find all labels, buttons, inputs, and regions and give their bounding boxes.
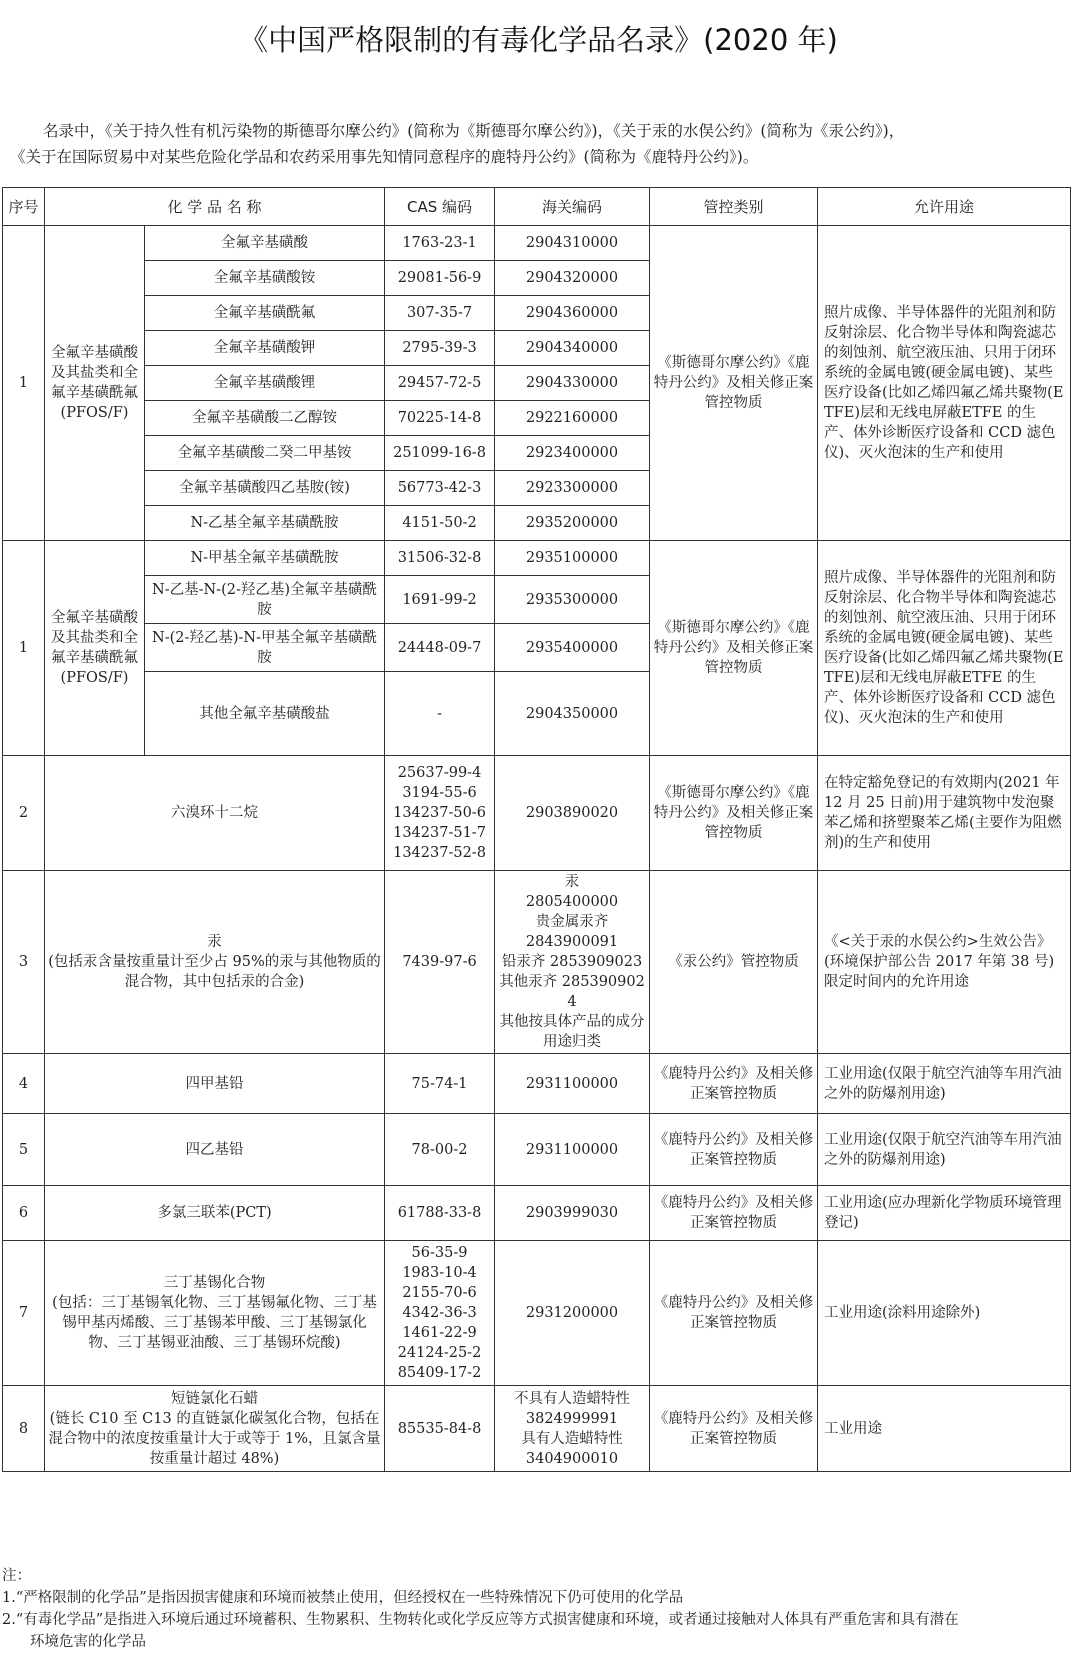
customs-code: 2904340000 (495, 331, 650, 366)
row-seq: 8 (3, 1386, 45, 1472)
control-category: 《鹿特丹公约》及相关修正案管控物质 (650, 1114, 818, 1186)
row-seq: 3 (3, 871, 45, 1054)
cas-number: 251099-16-8 (385, 436, 495, 471)
chemical-name: 四乙基铅 (45, 1114, 385, 1186)
control-category: 《鹿特丹公约》及相关修正案管控物质 (650, 1186, 818, 1241)
cas-number: 31506-32-8 (385, 541, 495, 576)
chemical-name: 短链氯化石蜡 (链长 C10 至 C13 的直链氯化碳氢化合物，包括在混合物中的浓度按重量计大于或等于 1%，且氯含量按重量计超过 48%) (45, 1386, 385, 1472)
customs-code: 2903890020 (495, 756, 650, 871)
allowed-use: 《<关于汞的水俣公约>生效公告》(环境保护部公告 2017 年第 38 号)限定时间内的允许用途 (818, 871, 1071, 1054)
chemical-name: N-甲基全氟辛基磺酰胺 (145, 541, 385, 576)
customs-code: 2903999030 (495, 1186, 650, 1241)
table-row (3, 1386, 1071, 1472)
control-category: 《鹿特丹公约》及相关修正案管控物质 (650, 1241, 818, 1386)
table-row (3, 541, 1071, 576)
table-row (3, 1241, 1071, 1386)
table-row (3, 1186, 1071, 1241)
allowed-use: 工业用途(仅限于航空汽油等车用汽油之外的防爆剂用途) (818, 1054, 1071, 1114)
chemical-name: 全氟辛基磺酸四乙基胺(铵) (145, 471, 385, 506)
allowed-use: 工业用途 (818, 1386, 1071, 1472)
row-seq: 5 (3, 1114, 45, 1186)
row-seq: 1 (3, 226, 45, 541)
customs-code: 2923300000 (495, 471, 650, 506)
row-seq: 2 (3, 756, 45, 871)
header-hs: 海关编码 (495, 188, 650, 226)
control-category: 《斯德哥尔摩公约》《鹿特丹公约》及相关修正案管控物质 (650, 541, 818, 756)
notes-label: 注： (2, 1568, 31, 1584)
table-header-row (3, 188, 1071, 226)
note-2-continued: 环境危害的化学品 (30, 1634, 146, 1650)
allowed-use: 工业用途(应办理新化学物质环境管理登记) (818, 1186, 1071, 1241)
allowed-use: 在特定豁免登记的有效期内(2021 年 12 月 25 日前)用于建筑物中发泡聚苯乙烯和挤塑聚苯乙烯(主要作为阻燃剂)的生产和使用 (818, 756, 1071, 871)
chemical-name: 全氟辛基磺酸二癸二甲基铵 (145, 436, 385, 471)
chemical-name: 多氯三联苯(PCT) (45, 1186, 385, 1241)
customs-code: 2904350000 (495, 672, 650, 756)
table-row (3, 871, 1071, 1054)
note-2: 2.“有毒化学品”是指进入环境后通过环境蓄积、生物累积、生物转化或化学反应等方式损害健康和环境，或者通过接触对人体具有严重危害和具有潜在 (2, 1612, 959, 1628)
chemical-name: 六溴环十二烷 (45, 756, 385, 871)
control-category: 《斯德哥尔摩公约》《鹿特丹公约》及相关修正案管控物质 (650, 756, 818, 871)
allowed-use: 工业用途(涂料用途除外) (818, 1241, 1071, 1386)
row-seq: 6 (3, 1186, 45, 1241)
customs-code: 2935400000 (495, 624, 650, 672)
header-control: 管控类别 (650, 188, 818, 226)
cas-number: 56773-42-3 (385, 471, 495, 506)
chemical-name: N-(2-羟乙基)-N-甲基全氟辛基磺酰胺 (145, 624, 385, 672)
cas-number: 1691-99-2 (385, 576, 495, 624)
group-name: 全氟辛基磺酸及其盐类和全氟辛基磺酰氟(PFOS/F) (45, 541, 145, 756)
cas-number: 70225-14-8 (385, 401, 495, 436)
cas-number: 1763-23-1 (385, 226, 495, 261)
chemical-name: 全氟辛基磺酸 (145, 226, 385, 261)
header-cas: CAS 编码 (385, 188, 495, 226)
customs-code: 2904360000 (495, 296, 650, 331)
cas-number: 56-35-9 1983-10-4 2155-70-6 4342-36-3 1461-22-9 24124-25-2 85409-17-2 (385, 1241, 495, 1386)
allowed-use: 照片成像、半导体器件的光阻剂和防反射涂层、化合物半导体和陶瓷滤芯的刻蚀剂、航空液压油、只用于闭环系统的金属电镀(硬金属电镀)、某些医疗设备(比如乙烯四氟乙烯共聚物(ETFE)层和无线电屏蔽ETFE 的生产、体外诊断医疗设备和 CCD 滤色仪)、灭火泡沫的生产和使用 (818, 541, 1071, 756)
customs-code: 2931100000 (495, 1054, 650, 1114)
customs-code: 2904320000 (495, 261, 650, 296)
intro-line-2: 《关于在国际贸易中对某些危险化学品和农药采用事先知情同意程序的鹿特丹公约》(简称为《鹿特丹公约》)。 (10, 148, 759, 166)
page-title: 《中国严格限制的有毒化学品名录》(2020 年) (239, 23, 838, 57)
chemical-name: 四甲基铅 (45, 1054, 385, 1114)
cas-number: - (385, 672, 495, 756)
cas-number: 7439-97-6 (385, 871, 495, 1054)
intro-paragraph (10, 118, 1070, 170)
customs-code: 2935300000 (495, 576, 650, 624)
customs-code: 2922160000 (495, 401, 650, 436)
customs-code: 2935200000 (495, 506, 650, 541)
chemical-name: N-乙基-N-(2-羟乙基)全氟辛基磺酰胺 (145, 576, 385, 624)
row-seq: 7 (3, 1241, 45, 1386)
customs-code: 2931100000 (495, 1114, 650, 1186)
chemical-name: 其他全氟辛基磺酸盐 (145, 672, 385, 756)
cas-number: 4151-50-2 (385, 506, 495, 541)
notes-section (2, 1565, 1072, 1653)
intro-line-1: 名录中，《关于持久性有机污染物的斯德哥尔摩公约》(简称为《斯德哥尔摩公约》)，《关于汞的水俣公约》(简称为《汞公约》)， (43, 122, 905, 140)
chemical-name: 三丁基锡化合物 (包括：三丁基锡氧化物、三丁基锡氟化物、三丁基锡甲基丙烯酸、三丁基锡苯甲酸、三丁基锡氯化物、三丁基锡亚油酸、三丁基锡环烷酸) (45, 1241, 385, 1386)
control-category: 《鹿特丹公约》及相关修正案管控物质 (650, 1386, 818, 1472)
allowed-use: 照片成像、半导体器件的光阻剂和防反射涂层、化合物半导体和陶瓷滤芯的刻蚀剂、航空液压油、只用于闭环系统的金属电镀(硬金属电镀)、某些医疗设备(比如乙烯四氟乙烯共聚物(ETFE)层和无线电屏蔽ETFE 的生产、体外诊断医疗设备和 CCD 滤色仪)、灭火泡沫的生产和使用 (818, 226, 1071, 541)
cas-number: 29081-56-9 (385, 261, 495, 296)
customs-code: 2923400000 (495, 436, 650, 471)
customs-code: 2935100000 (495, 541, 650, 576)
table-row (3, 226, 1071, 261)
customs-code: 2904310000 (495, 226, 650, 261)
cas-number: 75-74-1 (385, 1054, 495, 1114)
customs-code: 汞 2805400000 贵金属汞齐 2843900091 铅汞齐 2853909023 其他汞齐 2853909024 其他按具体产品的成分用途归类 (495, 871, 650, 1054)
chemical-name: 全氟辛基磺酸铵 (145, 261, 385, 296)
customs-code: 不具有人造蜡特性 3824999991 具有人造蜡特性 3404900010 (495, 1386, 650, 1472)
header-seq: 序号 (3, 188, 45, 226)
control-category: 《鹿特丹公约》及相关修正案管控物质 (650, 1054, 818, 1114)
row-seq: 4 (3, 1054, 45, 1114)
table-row (3, 1054, 1071, 1114)
cas-number: 78-00-2 (385, 1114, 495, 1186)
control-category: 《斯德哥尔摩公约》《鹿特丹公约》及相关修正案管控物质 (650, 226, 818, 541)
chemical-name: 全氟辛基磺酸钾 (145, 331, 385, 366)
group-name: 全氟辛基磺酸及其盐类和全氟辛基磺酰氟(PFOS/F) (45, 226, 145, 541)
table-row (3, 1114, 1071, 1186)
chemical-name: 全氟辛基磺酸锂 (145, 366, 385, 401)
header-name: 化 学 品 名 称 (45, 188, 385, 226)
customs-code: 2931200000 (495, 1241, 650, 1386)
chemical-name: 全氟辛基磺酸二乙醇铵 (145, 401, 385, 436)
cas-number: 61788-33-8 (385, 1186, 495, 1241)
cas-number: 2795-39-3 (385, 331, 495, 366)
header-use: 允许用途 (818, 188, 1071, 226)
table-row (3, 756, 1071, 871)
row-seq: 1 (3, 541, 45, 756)
cas-number: 24448-09-7 (385, 624, 495, 672)
note-1: 1.“严格限制的化学品”是指因损害健康和环境而被禁止使用，但经授权在一些特殊情况下仍可使用的化学品 (2, 1590, 684, 1606)
allowed-use: 工业用途(仅限于航空汽油等车用汽油之外的防爆剂用途) (818, 1114, 1071, 1186)
cas-number: 25637-99-4 3194-55-6 134237-50-6 134237-51-7 134237-52-8 (385, 756, 495, 871)
cas-number: 29457-72-5 (385, 366, 495, 401)
chemical-name: 全氟辛基磺酰氟 (145, 296, 385, 331)
cas-number: 85535-84-8 (385, 1386, 495, 1472)
cas-number: 307-35-7 (385, 296, 495, 331)
control-category: 《汞公约》管控物质 (650, 871, 818, 1054)
customs-code: 2904330000 (495, 366, 650, 401)
chemical-name: N-乙基全氟辛基磺酰胺 (145, 506, 385, 541)
chemical-name: 汞 (包括汞含量按重量计至少占 95%的汞与其他物质的混合物，其中包括汞的合金) (45, 871, 385, 1054)
chemicals-table (2, 187, 1071, 1472)
